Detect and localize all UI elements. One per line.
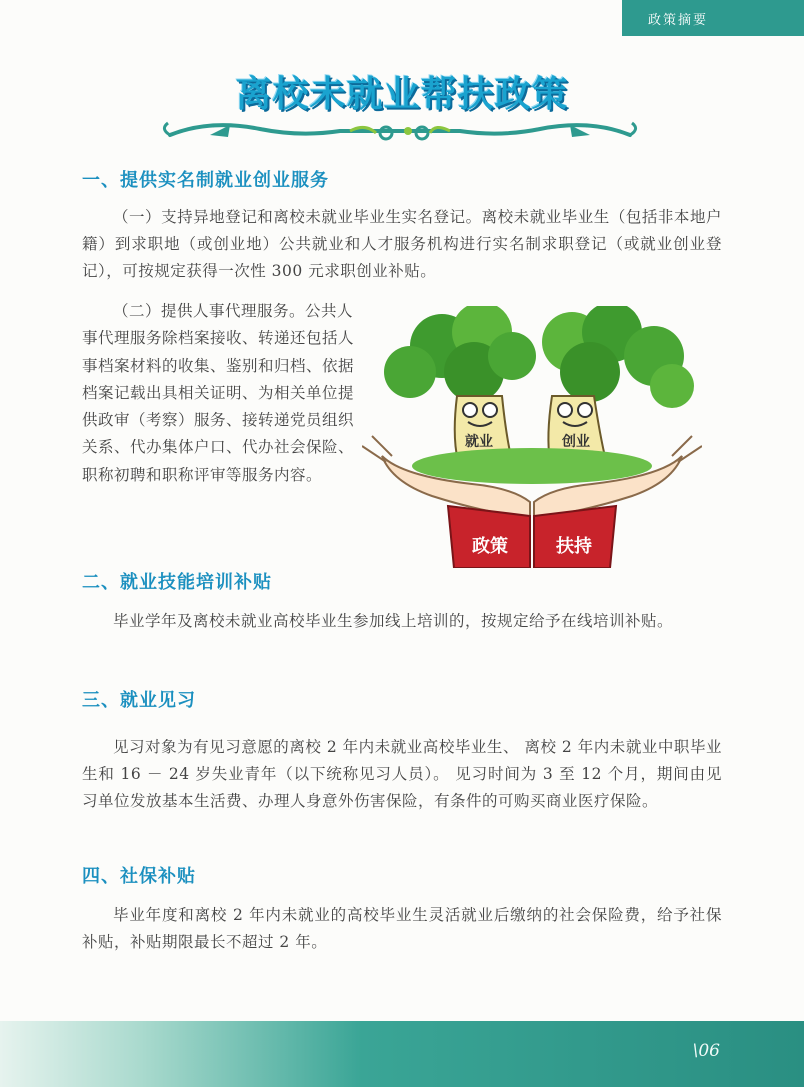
page-number: \06 <box>692 1041 720 1061</box>
footer-bar <box>0 1021 804 1087</box>
title-ornament <box>150 115 650 151</box>
paragraph: 毕业年度和离校 2 年内未就业的高校毕业生灵活就业后缴纳的社会保险费，给予社保补贴，补贴期限最长不超过 2 年。 <box>82 906 722 951</box>
tree-left-label: 就业 <box>465 434 493 450</box>
right-tree-canopy <box>542 306 694 408</box>
paragraph: 毕业学年及离校未就业高校毕业生参加线上培训的，按规定给予在线培训补贴。 <box>113 612 674 630</box>
left-tree-canopy <box>384 306 536 402</box>
paragraph: （一）支持异地登记和离校未就业毕业生实名登记。离校未就业毕业生（包括非本地户籍）到求职地（或创业地）公共就业和人才服务机构进行实名制求职登记（或就业创业登记），可按规定获得一次性 300 元求职创业补贴。 <box>82 208 722 280</box>
section-tab <box>622 0 804 36</box>
cuff-left-label: 政策 <box>472 536 508 557</box>
paragraph: 见习对象为有见习意愿的离校 2 年内未就业高校毕业生、 离校 2 年内未就业中职毕业生和 16 － 24 岁失业青年（以下统称见习人员）。 见习时间为 3 至 12 个月，期间由见习单位发放基本生活费、办理人身意外伤害保险，有条件的可购买商业医疗保险。 <box>82 738 722 810</box>
page-title: 离校未就业帮扶政策 <box>235 74 569 115</box>
cuff-right-label: 扶持 <box>556 536 592 557</box>
section-heading-3: 三、就业见习 <box>82 690 196 711</box>
section-heading-4: 四、社保补贴 <box>82 866 196 887</box>
section-tab-label: 政策摘要 <box>648 12 709 28</box>
tree-right-label: 创业 <box>562 434 590 450</box>
section-heading-1: 一、提供实名制就业创业服务 <box>82 170 329 191</box>
tree-hands-illustration <box>362 306 702 568</box>
section-heading-2: 二、就业技能培训补贴 <box>82 572 272 593</box>
paragraph: （二）提供人事代理服务。公共人事代理服务除档案接收、转递还包括人事档案材料的收集、鉴别和归档、依据档案记载出具相关证明、为相关单位提供政审（考察）服务、接转递党员组织关系、代办集体户口、代办社会保险、职称初聘和职称评审等服务内容。 <box>82 302 355 484</box>
